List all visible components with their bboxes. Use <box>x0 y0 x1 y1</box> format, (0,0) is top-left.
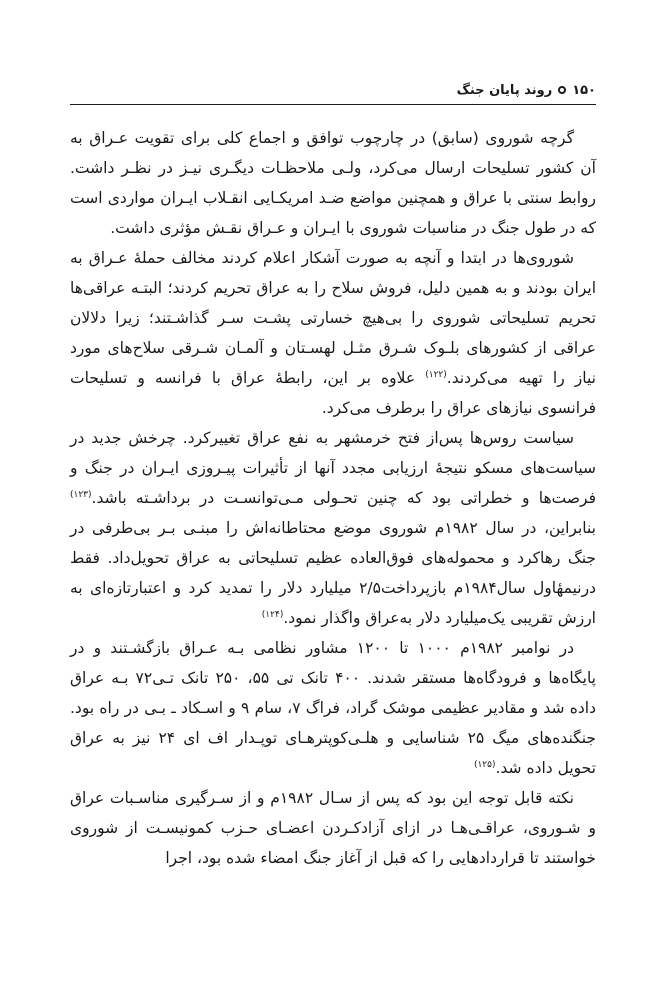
running-title: روند پایان جنگ <box>456 82 553 98</box>
paragraph-1: گرچه شوروی (سابق) در چارچوب توافق و اجماع کلی برای تقویت عـراق به آن کشور تسلیحات ارسال می‌کرد، ولـی ملاحظـات دیگـری نیـز در نظـر داشت. روابط سنتی با عراق و همچنین مواضع ضـد امریکـایی انقـلاب ایـران مواردی است که در طول جنگ در مناسبات شوروی با ایـران و عـراق نقـش مؤثری داشت. <box>70 129 596 237</box>
paragraph-3: سیاست روس‌ها پس‌از فتح خرمشهر به نفع عراق تغییرکرد. چرخش جدید در سیاست‌های مسکو نتیجهٔ ارزیابی مجدد آنها از تأثیرات پیـروزی ایـران در جنگ و فرصت‌ها و خطراتی بود که چنین تحـولی مـی‌توانسـت در برداشـته باشد.$^{(۱۲۳)}$ بنابراین، در سال ۱۹۸۲م شوروی موضع محتاطانه‌اش را مبنـی بـر بی‌طرفی در جنگ رهاکرد و محموله‌های فوق‌العاده عظیم تسلیحاتی به عراق تحویل‌داد. فقط درنیمهٔاول سال۱۹۸۴م بازپرداخت۲/۵ میلیارد دلار را تمدید کرد و اعتبارتازه‌ای به ارزش تقریبی یک‌میلیارد دلار به‌عراق واگذار نمود.$^{(۱۲۴)}$ <box>70 429 596 627</box>
footnote-ref-124: (۱۲۴) <box>261 609 284 620</box>
paragraph-4: در نوامبر ۱۹۸۲م ۱۰۰۰ تا ۱۲۰۰ مشاور نظامی بـه عـراق بازگشـتند و در پایگاه‌ها و فرودگاه‌ها مستقر شدند. ۴۰۰ تانک تی ۵۵، ۲۵۰ تانک تـی۷۲ بـه عراق داده شد و مقادیر عظیمی موشک گراد، فراگ ۷، سام ۹ و اسـکاد ـ بـی در راه بود. جنگنده‌های میگ ۲۵ شناسایی و هلـی‌کوپترهـای توپـدار اف ای ۲۴ نیز به عراق تحویل داده شد.$^{(۱۲۵)}$ <box>70 639 596 777</box>
footnote-ref-123: (۱۲۳) <box>70 489 92 500</box>
paragraph-2: شوروی‌ها در ابتدا و آنچه به صورت آشکار اعلام کردند مخالف حملهٔ عـراق به ایران بودند و به همین دلیل، فروش سلاح را به عراق تحریم کردند؛ البتـه عراقی‌ها تحریم تسلیحاتی شوروی را بی‌هیچ خسارتی پشـت سـر گذاشـتند؛ زیرا دلالان عراقی از کشورهای بلـوک شـرق مثـل لهسـتان و آلمـان شـرقی سلاح‌های مورد نیاز را تهیه می‌کردند.$^{(۱۲۲)}$ علاوه بر این، رابطهٔ عراق با فرانسه و تسلیحات فرانسوی نیازهای عراق را برطرف می‌کرد. <box>70 249 597 417</box>
circle-ornament-icon <box>558 86 566 94</box>
footnote-ref-122: (۱۲۲) <box>425 369 447 380</box>
running-header <box>70 79 596 101</box>
paragraph-5: نکته قابل توجه این بود که پس از سـال ۱۹۸۲م و از سـرگیری مناسـبات عراق و شـوروی، عراقـی‌هـا در ازای آزادکـردن اعضـای حـزب کمونیسـت از شوروی خواستند تا قراردادهایی را که قبل از آغاز جنگ امضاء شده بود، اجرا <box>70 789 596 867</box>
page-number: ۱۵۰ <box>572 82 596 98</box>
header-rule <box>70 104 596 105</box>
body-text <box>70 123 596 873</box>
footnote-ref-125: (۱۲۵) <box>473 759 496 770</box>
